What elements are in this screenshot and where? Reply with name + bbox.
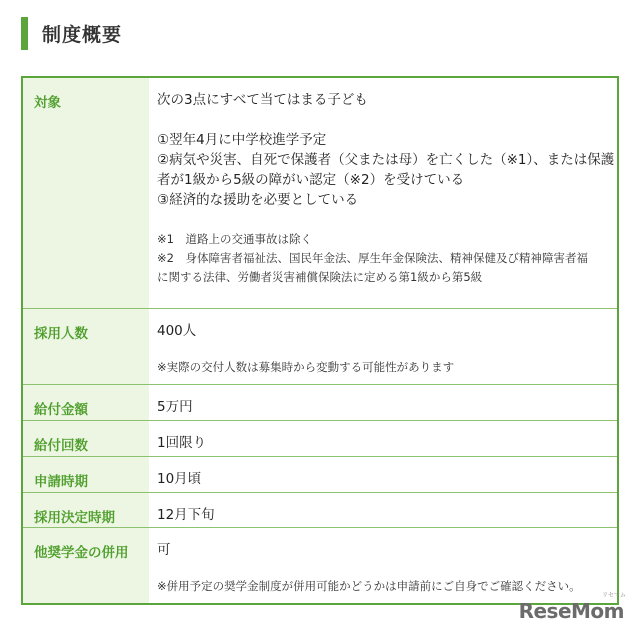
header-accent-bar (21, 17, 28, 50)
page-title: 制度概要 (42, 24, 123, 46)
application-period-value: 10月頃 (157, 471, 202, 487)
target-note: ※1 道路上の交通事故は除く (157, 232, 312, 246)
row-label: 対象 (23, 78, 149, 308)
row-value (149, 493, 617, 527)
row-value (149, 421, 617, 456)
row-value (149, 309, 617, 384)
amount-value: 5万円 (157, 399, 193, 415)
target-item: ①翌年4月に中学校進学予定 (157, 132, 327, 148)
table-row-combination (23, 527, 617, 603)
row-label: 給付金額 (23, 385, 149, 420)
target-item: 者が1級から5級の障がい認定（※2）を受けている (157, 172, 465, 188)
target-note: ※2 身体障害者福祉法、国民年金法、厚生年金保険法、精神保健及び精神障害者福 (157, 251, 588, 265)
row-label: 他奨学金の併用 (23, 528, 149, 603)
recruits-value: 400人 (157, 323, 197, 339)
row-label: 申請時期 (23, 457, 149, 492)
target-intro: 次の3点にすべて当てはまる子ども (157, 92, 368, 108)
row-value (149, 528, 617, 603)
table-row-amount (23, 384, 617, 420)
row-value (149, 78, 622, 308)
table-row-recruits (23, 308, 617, 384)
row-label: 採用決定時期 (23, 493, 149, 527)
table-row-target (23, 78, 617, 308)
row-value (149, 385, 617, 420)
recruits-note: ※実際の交付人数は募集時から変動する可能性があります (157, 360, 455, 374)
combination-note: ※併用予定の奨学金制度が併用可能かどうかは申請前にご自身でご確認ください。 (157, 579, 581, 593)
table-row-decision-period (23, 492, 617, 527)
row-value (149, 457, 617, 492)
target-item: ②病気や災害、自死で保護者（父または母）を亡くした（※1）、または保護 (157, 152, 615, 168)
table-row-application-period (23, 456, 617, 492)
row-label: 給付回数 (23, 421, 149, 456)
row-label: 採用人数 (23, 309, 149, 384)
target-note: に関する法律、労働者災害補償保険法に定める第1級から第5級 (157, 270, 483, 284)
resemom-logo: ReseMom (518, 599, 624, 623)
frequency-value: 1回限り (157, 435, 207, 451)
watermark-subtext: リセマム (602, 592, 626, 599)
table-row-frequency (23, 420, 617, 456)
combination-value: 可 (157, 542, 171, 558)
target-item: ③経済的な援助を必要としている (157, 192, 359, 208)
section-header (21, 17, 122, 50)
overview-table (21, 76, 619, 605)
decision-period-value: 12月下旬 (157, 507, 215, 523)
